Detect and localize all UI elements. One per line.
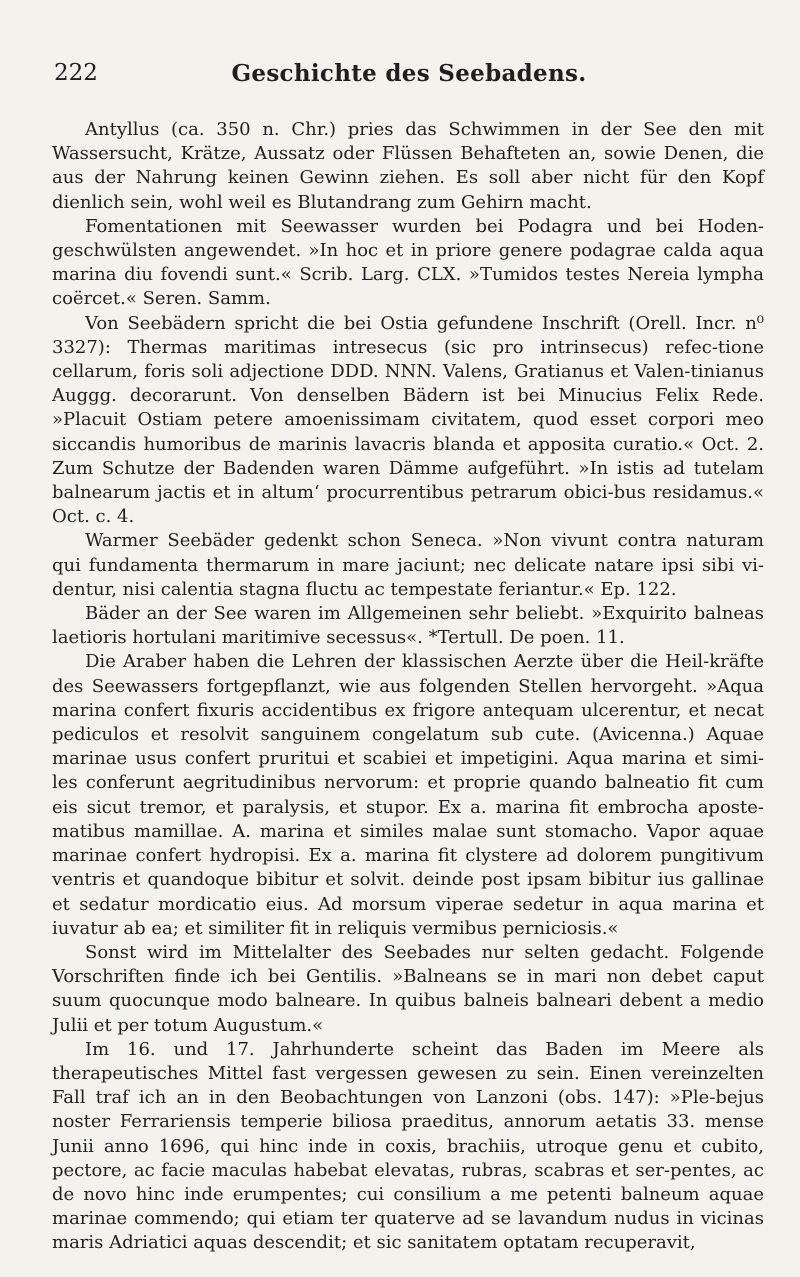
page-number: 222	[54, 60, 98, 86]
paragraph: Warmer Seebäder gedenkt schon Seneca. »Non vivunt contra naturam qui fundamenta thermarum in mare jaciunt; nec delicate natare ipsi sibi vi-dentur, nisi calentia stagna fluctu ac tempestate feriantur.« Ep. 122.	[52, 530, 764, 600]
running-title: Geschichte des Seebadens.	[231, 60, 587, 87]
paragraph: Im 16. und 17. Jahrhunderte scheint das Baden im Meere als therapeutisches Mittel fast vergessen gewesen zu sein. Einen vereinzelten Fall traf ich an in den Beobachtungen von Lanzoni (obs. 147): »Ple-bejus noster Ferrariensis temperie biliosa praeditus, annorum aetatis 33. mense Junii anno 1696, qui hinc inde in coxis, brachiis, utroque genu et cubito, pectore, ac facie maculas habebat elevatas, rubras, scabras et ser-pentes, ac de novo hinc inde erumpentes; cui consilium a me petenti balneum aquae marinae commendo; qui etiam ter quaterve ad se lavandum nudus in vicinas maris Adriatici aquas descendit; et sic sanitatem optatam recuperavit,	[52, 1038, 764, 1254]
body-text	[52, 118, 764, 1256]
paragraph: Antyllus (ca. 350 n. Chr.) pries das Schwimmen in der See den mit Wassersucht, Krätze, Aussatz oder Flüssen Behafteten an, sowie Denen, die aus der Nahrung keinen Gewinn ziehen. Es soll aber nicht für den Kopf dienlich sein, wohl weil es Blutandrang zum Gehirn macht.	[52, 119, 764, 213]
paragraph: Die Araber haben die Lehren der klassischen Aerzte über die Heil-kräfte des Seewassers fortgepflanzt, wie aus folgenden Stellen hervorgeht. »Aqua marina confert fixuris accidentibus ex frigore antequam ulcerentur, et necat pediculos et resolvit sanguinem congelatum sub cute. (Avicenna.) Aquae marinae usus confert pruritui et scabiei et impetigini. Aqua marina et simi-les conferunt aegritudinibus nervorum: et proprie quando balneatio fit cum eis sicut tremor, et paralysis, et stupor. Ex a. marina fit embrocha aposte-matibus mamillae. A. marina et similes malae sunt stomacho. Vapor aquae marinae confert hydropisi. Ex a. marina fit clystere ad dolorem pungitivum ventris et quandoque bibitur et solvit. deinde post ipsam bibitur ius gallinae et sedatur mordicatio eius. Ad morsum viperae sedetur in aqua marina et iuvatur ab ea; et similiter fit in reliquis vermibus perniciosis.«	[52, 651, 764, 939]
paragraph: Von Seebädern spricht die bei Ostia gefundene Inschrift (Orell. Incr. n⁰ 3327): Thermas maritimas intresecus (sic pro intrinsecus) refec-tione cellarum, foris soli adjectione DDD. NNN. Valens, Gratianus et Valen-tinianus Auggg. decorarunt. Von denselben Bädern ist bei Minucius Felix Rede. »Placuit Ostiam petere amoenissimam civitatem, quod esset corpori meo siccandis humoribus de marinis lavacris blanda et apposita curatio.« Oct. 2. Zum Schutze der Badenden waren Dämme aufgeführt. »In istis ad tutelam balnearum jactis et in altum‘ procurrentibus petrarum obici-bus residamus.« Oct. c. 4.	[52, 312, 764, 528]
paragraph: Bäder an der See waren im Allgemeinen sehr beliebt. »Exquirito balneas laetioris hortulani maritimive secessus«. *Tertull. De poen. 11.	[52, 603, 764, 649]
paragraph: Sonst wird im Mittelalter des Seebades nur selten gedacht. Folgende Vorschriften finde ich bei Gentilis. »Balneans se in mari non debet caput suum quocunque modo balneare. In quibus balneis balneari debent a medio Julii et per totum Augustum.«	[52, 941, 764, 1036]
page-header	[52, 60, 766, 90]
paragraph: Fomentationen mit Seewasser wurden bei Podagra und bei Hoden-geschwülsten angewendet. »In hoc et in priore genere podagrae calda aqua marina diu fovendi sunt.« Scrib. Larg. CLX. »Tumidos testes Nereia lympha coërcet.« Seren. Samm.	[52, 215, 764, 310]
